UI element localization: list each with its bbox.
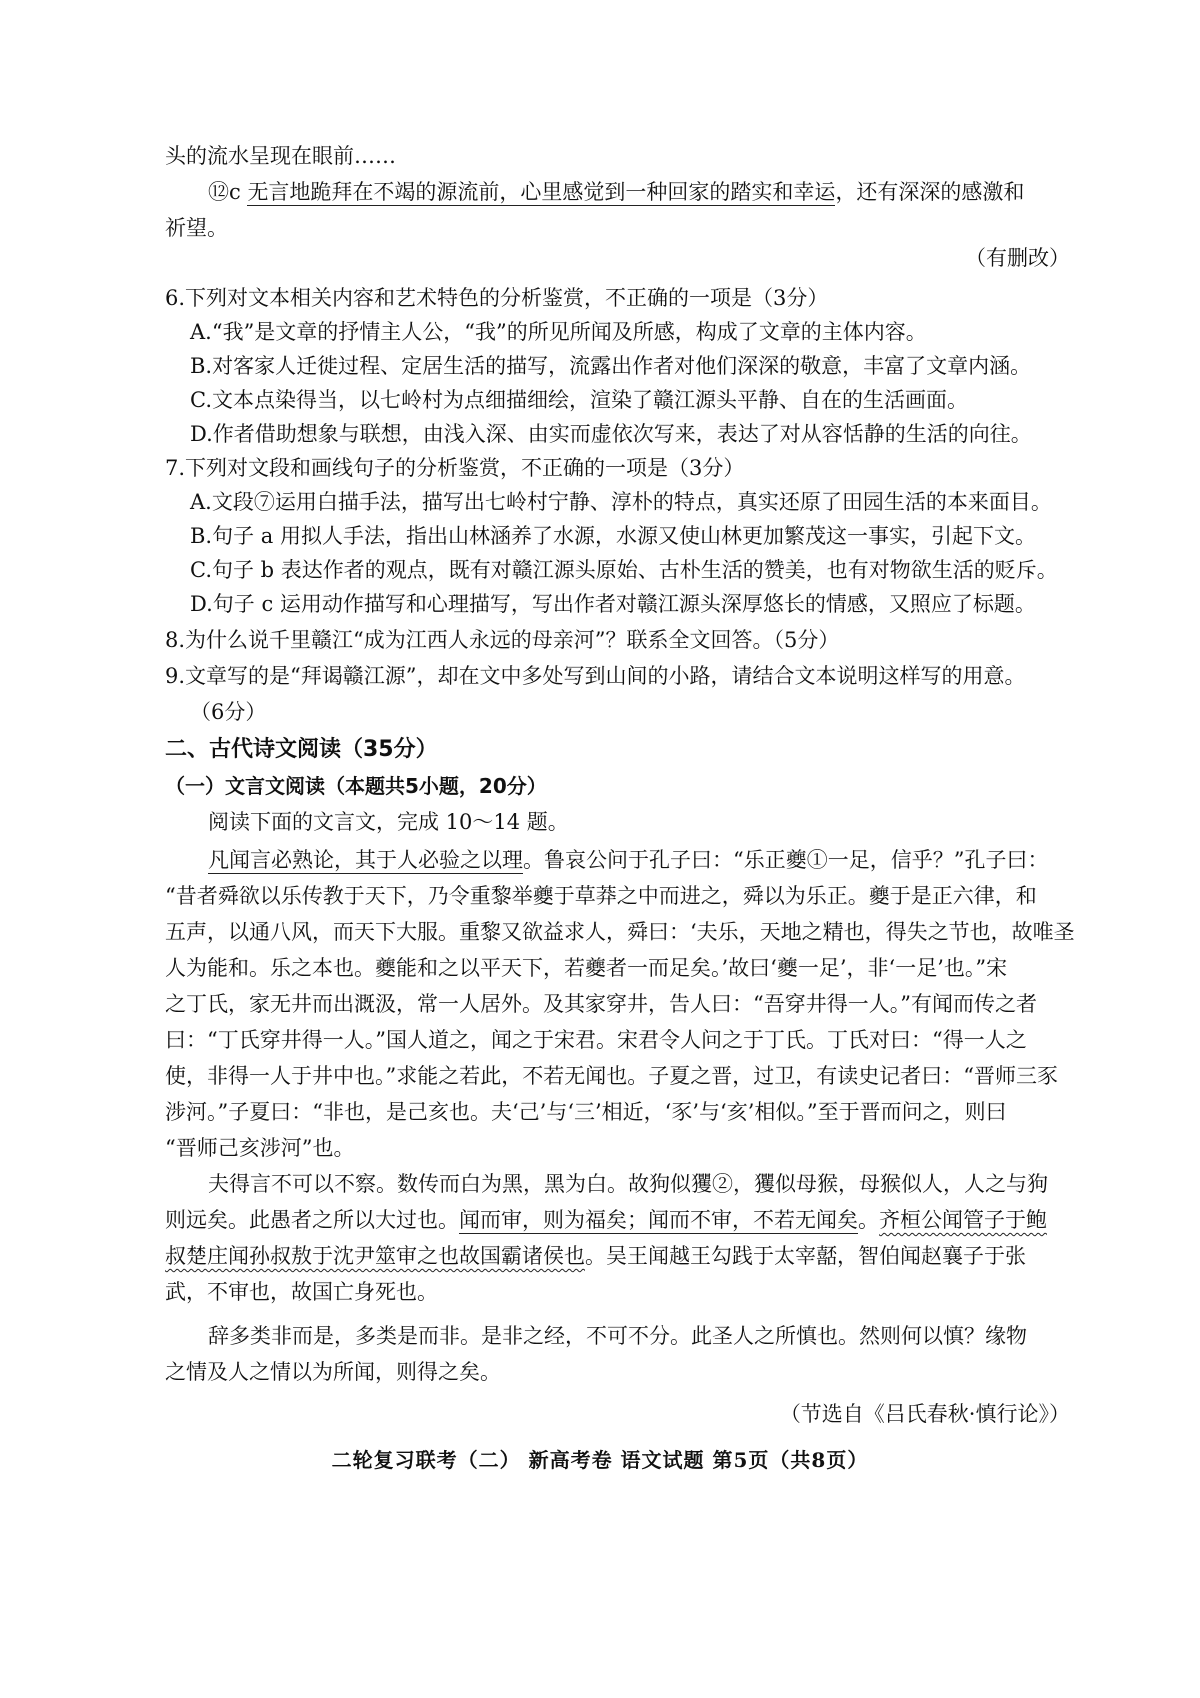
source-note: （有删改） <box>965 246 1070 270</box>
question-8: 8.为什么说千里赣江“成为江西人永远的母亲河”？联系全文回答。（5分） <box>165 628 840 652</box>
question-9-points: （6分） <box>190 700 267 724</box>
passage-line: 曰：“丁氏穿井得一人。”国人道之，闻之于宋君。宋君令人问之于丁氏。丁氏对曰：“得一人之 <box>165 1028 1027 1052</box>
passage-line: 之丁氏，家无井而出溉汲，常一人居外。及其家穿井，告人曰：“吾穿井得一人。”有闻而传之者 <box>165 992 1037 1016</box>
question-7-option-c: C.句子 b 表达作者的观点，既有对赣江源头原始、古朴生活的赞美，也有对物欲生活的贬斥。 <box>190 558 1058 582</box>
section-2-subtitle: （一）文言文阅读（本题共5小题，20分） <box>165 774 547 798</box>
underlined-sentence-c: 无言地跪拜在不竭的源流前，心里感觉到一种回家的踏实和幸运 <box>247 180 836 204</box>
passage-line <box>165 1202 1070 1238</box>
page-footer: 二轮复习联考（二） 新高考卷 语文试题 第5页（共8页） <box>331 1448 869 1472</box>
question-9: 9.文章写的是“拜谒赣江源”，却在文中多处写到山间的小路，请结合文本说明这样写的用意。 <box>165 664 1026 688</box>
paragraph-12-continued: 祈望。 <box>165 216 228 240</box>
question-6-option-d: D.作者借助想象与联想，由浅入深、由实而虚依次写来，表达了对从容恬静的生活的向往。 <box>190 422 1032 446</box>
underlined-sentence: 闻而审，则为福矣；闻而不审，不若无闻矣 <box>459 1208 858 1232</box>
paragraph-12-marker: ⑫c <box>208 180 248 204</box>
reading-last-line: 头的流水呈现在眼前…… <box>165 144 396 168</box>
question-7-stem: 7.下列对文段和画线句子的分析鉴赏，不正确的一项是（3分） <box>165 456 745 480</box>
question-6-option-b: B.对客家人迁徙过程、定居生活的描写，流露出作者对他们深深的敬意，丰富了文章内涵。 <box>190 354 1032 378</box>
passage-paragraph-2: 夫得言不可以不察。数传而白为黑，黑为白。故狗似玃②，玃似母猴，母猴似人，人之与狗 <box>208 1172 1048 1196</box>
passage-line: 之情及人之情以为所闻，则得之矣。 <box>165 1360 501 1384</box>
underlined-sentence: 凡闻言必熟论，其于人必验之以理 <box>208 848 523 872</box>
passage-line: 使，非得一人于井中也。”求能之若此，不若无闻也。子夏之晋，过卫，有读史记者曰：“晋师三豕 <box>165 1064 1058 1088</box>
question-6-stem: 6.下列对文本相关内容和艺术特色的分析鉴赏，不正确的一项是（3分） <box>165 286 829 310</box>
question-6-option-a: A.“我”是文章的抒情主人公，“我”的所见所闻及所感，构成了文章的主体内容。 <box>190 320 927 344</box>
passage-text: 则远矣。此愚者之所以大过也。 <box>165 1208 459 1232</box>
question-7-option-a: A.文段⑦运用白描手法，描写出七岭村宁静、淳朴的特点，真实还原了田园生活的本来面目。 <box>190 490 1052 514</box>
passage-paragraph-1 <box>208 842 1070 878</box>
passage-paragraph-3: 辞多类非而是，多类是而非。是非之经，不可不分。此圣人之所慎也。然则何以慎？缘物 <box>208 1324 1027 1348</box>
question-7-option-b: B.句子 a 用拟人手法，指出山林涵养了水源，水源又使山林更加繁茂这一事实，引起下文。 <box>190 524 1036 548</box>
passage-line <box>165 1238 1070 1274</box>
passage-text: 。吴王闻越王勾践于太宰嚭，智伯闻赵襄子于张 <box>585 1244 1026 1268</box>
passage-line: 人为能和。乐之本也。夔能和之以平天下，若夔者一而足矣。’故曰‘夔一足’，非‘一足’也。”宋 <box>165 956 1008 980</box>
passage-line: 武，不审也，故国亡身死也。 <box>165 1280 438 1304</box>
paragraph-12 <box>208 174 1070 210</box>
question-7-option-d: D.句子 c 运用动作描写和心理描写，写出作者对赣江源头深厚悠长的情感，又照应了标题。 <box>190 592 1036 616</box>
passage-line: “昔者舜欲以乐传教于天下，乃令重黎举夔于草莽之中而进之，舜以为乐正。夔于是正六律，和 <box>165 884 1037 908</box>
passage-line: 五声，以通八风，而天下大服。重黎又欲益求人，舜曰：‘夫乐，天地之精也，得失之节也，故唯圣 <box>165 920 1075 944</box>
wavy-underlined-sentence: 齐桓公闻管子于鲍 <box>879 1208 1047 1232</box>
wavy-underlined-sentence: 叔楚庄闻孙叔敖于沈尹筮审之也故国霸诸侯也 <box>165 1244 585 1268</box>
section-2-title: 二、古代诗文阅读（35分） <box>165 737 438 762</box>
passage-source: （节选自《吕氏春秋·慎行论》） <box>779 1402 1070 1426</box>
passage-line: “晋师己亥涉河”也。 <box>165 1136 355 1160</box>
passage-text: 。鲁哀公问于孔子曰：“乐正夔①一足，信乎？”孔子曰： <box>523 848 1049 872</box>
passage-line: 涉河。”子夏曰：“非也，是己亥也。夫‘己’与‘三’相近，‘豕’与‘亥’相似。”至于晋而问之，则曰 <box>165 1100 1007 1124</box>
section-2-instruction: 阅读下面的文言文，完成 10～14 题。 <box>208 810 569 834</box>
paragraph-12-text: ，还有深深的感激和 <box>835 180 1025 204</box>
question-6-option-c: C.文本点染得当，以七岭村为点细描细绘，渲染了赣江源头平静、自在的生活画面。 <box>190 388 968 412</box>
passage-text: 。 <box>858 1208 879 1232</box>
